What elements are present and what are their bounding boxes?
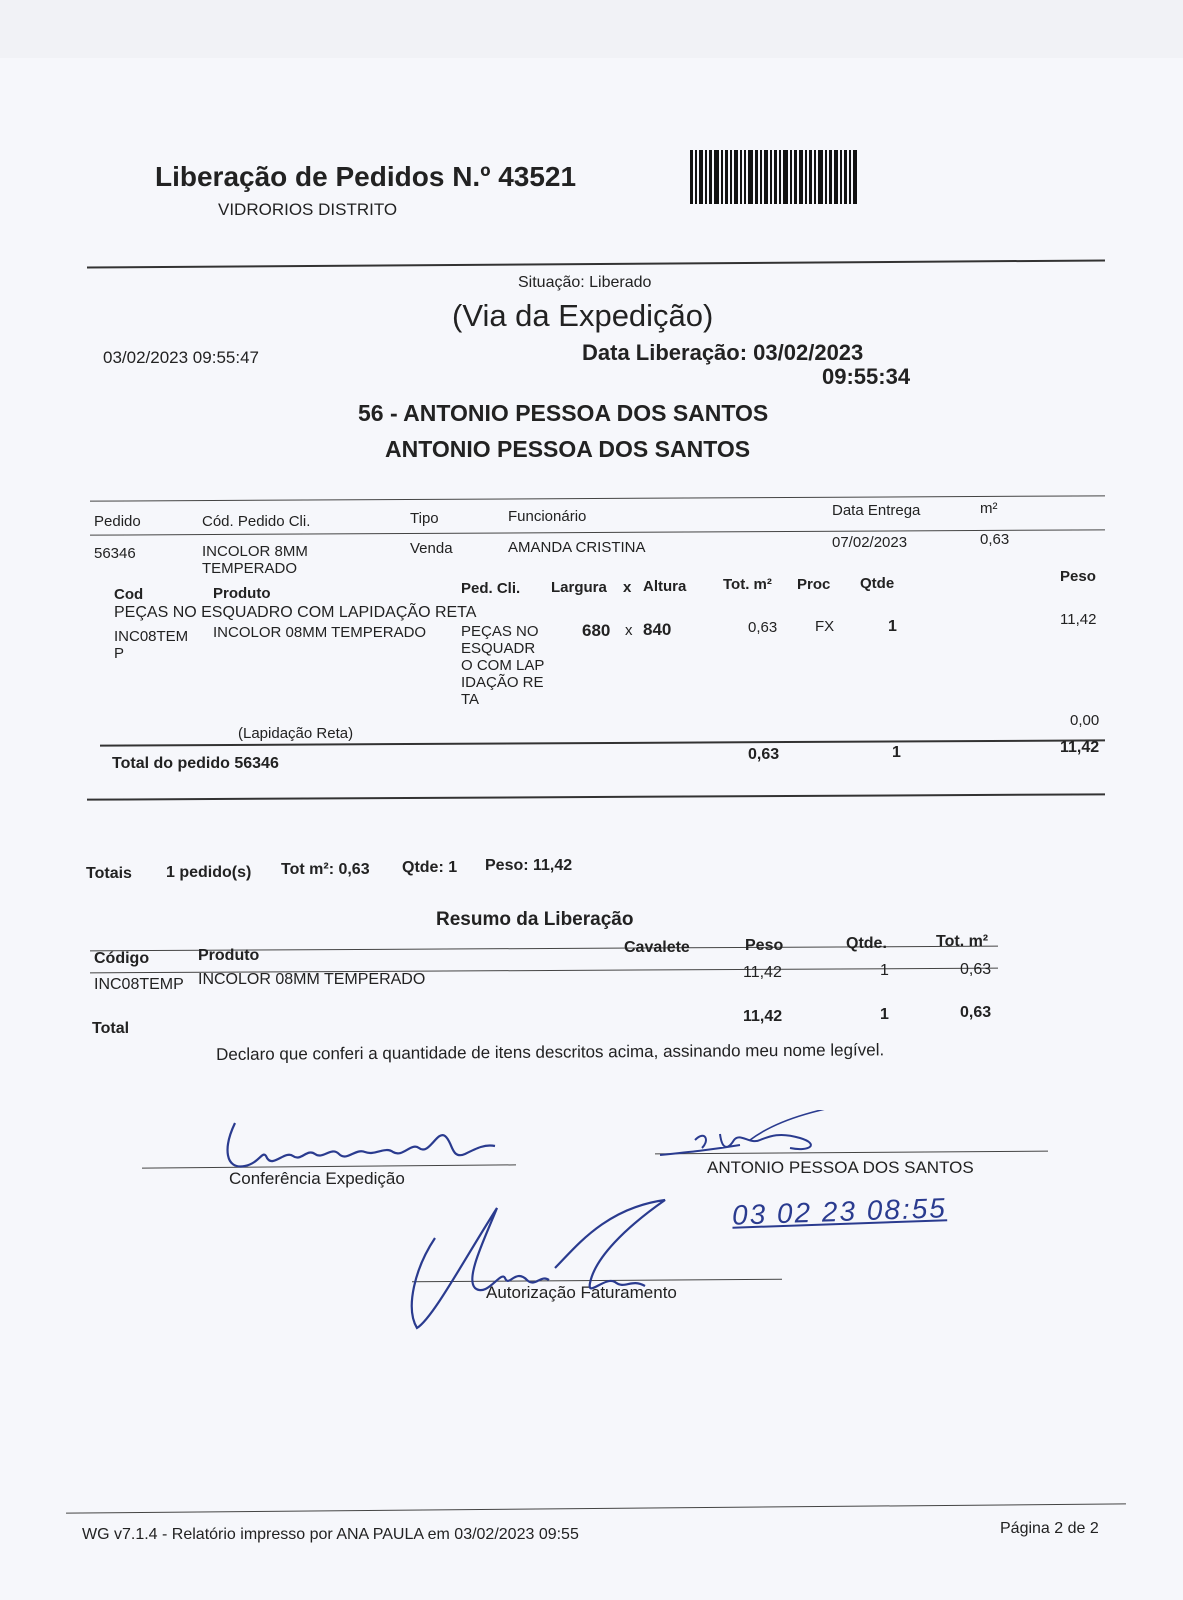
item-weight: 11,42	[1060, 611, 1097, 628]
release-time: 09:55:34	[822, 364, 911, 389]
autorizacao-label: Autorização Faturamento	[486, 1283, 677, 1302]
order-number: 56346	[94, 545, 136, 562]
summary-total-label: Total	[92, 1020, 130, 1037]
company-name: VIDRORIOS DISTRITO	[218, 200, 398, 219]
col-tot-m2: Tot. m²	[723, 576, 772, 593]
col-produto: Produto	[213, 585, 271, 602]
order-delivery-date: 07/02/2023	[832, 534, 908, 551]
sub-item-lapidacao: (Lapidação Reta)	[238, 725, 354, 742]
conferencia-label: Conferência Expedição	[229, 1169, 405, 1188]
footer-printed-by: WG v7.1.4 - Relatório impresso por ANA PAULA em 03/02/2023 09:55	[82, 1526, 579, 1543]
summary-row-weight: 11,42	[743, 964, 782, 981]
summary-row-product: INCOLOR 08MM TEMPERADO	[198, 971, 426, 988]
col-cod-pedido-cli: Cód. Pedido Cli.	[202, 513, 311, 530]
barcode	[690, 150, 870, 204]
handwritten-date: 03 02 23 08:55	[731, 1192, 948, 1231]
document-page	[0, 58, 1183, 1600]
summary-col-tot-m2: Tot. m²	[936, 933, 989, 950]
summary-col-cavalete: Cavalete	[624, 939, 690, 956]
order-employee: AMANDA CRISTINA	[508, 539, 646, 556]
footer-line	[66, 1503, 1126, 1513]
order-table-top-line	[90, 495, 1105, 501]
conferencia-signature	[215, 1108, 505, 1178]
summary-total-weight: 11,42	[743, 1008, 783, 1025]
col-altura: Altura	[643, 578, 687, 595]
item-group-title: PEÇAS NO ESQUADRO COM LAPIDAÇÃO RETA	[114, 604, 477, 621]
item-product: INCOLOR 08MM TEMPERADO	[213, 624, 427, 641]
order-total-label: Total do pedido 56346	[112, 755, 279, 772]
col-data-entrega: Data Entrega	[832, 502, 921, 519]
item-width: 680	[582, 621, 611, 640]
summary-row-qtde: 1	[880, 962, 889, 979]
order-table-header-line	[90, 529, 1105, 535]
declaration-text: Declaro que conferi a quantidade de itens descritos acima, assinando meu nome legível.	[216, 1040, 885, 1064]
col-tipo: Tipo	[410, 510, 439, 527]
section-divider	[87, 793, 1105, 800]
summary-col-produto: Produto	[198, 947, 260, 964]
item-tot-m2: 0,63	[748, 619, 778, 636]
summary-total-m2: 0,63	[960, 1004, 992, 1021]
summary-col-codigo: Código	[94, 950, 150, 967]
col-ped-cli: Ped. Cli.	[461, 580, 521, 597]
situation-status: Situação: Liberado	[518, 274, 652, 291]
header-divider	[87, 259, 1105, 268]
order-client-code: INCOLOR 8MM TEMPERADO	[202, 543, 308, 577]
item-qtde: 1	[888, 618, 897, 635]
summary-total-qtde: 1	[880, 1006, 889, 1023]
client-name-secondary: ANTONIO PESSOA DOS SANTOS	[385, 436, 751, 462]
release-date: Data Liberação: 03/02/2023	[582, 340, 864, 365]
document-title: Liberação de Pedidos N.º 43521	[155, 161, 577, 192]
order-m2: 0,63	[980, 531, 1010, 548]
item-code: INC08TEMP	[114, 628, 189, 662]
sub-item-weight: 0,00	[1070, 712, 1100, 729]
totals-weight: Peso: 11,42	[485, 857, 573, 874]
col-qtde: Qtde	[860, 575, 895, 592]
footer-page-number: Página 2 de 2	[1000, 1520, 1099, 1537]
col-cod: Cod	[114, 586, 144, 603]
totals-m2: Tot m²: 0,63	[281, 861, 370, 878]
order-total-m2: 0,63	[748, 746, 780, 763]
summary-col-qtde: Qtde.	[846, 935, 887, 952]
print-datetime: 03/02/2023 09:55:47	[103, 348, 259, 367]
totals-qtde: Qtde: 1	[402, 859, 458, 876]
order-total-weight: 11,42	[1060, 739, 1100, 756]
item-height: 840	[643, 620, 672, 639]
autorizacao-signature	[405, 1198, 695, 1338]
col-m2: m²	[980, 500, 998, 517]
col-largura: Largura	[551, 579, 607, 596]
summary-row-m2: 0,63	[960, 961, 992, 978]
summary-row-code: INC08TEMP	[94, 976, 184, 993]
client-signature-label: ANTONIO PESSOA DOS SANTOS	[707, 1158, 974, 1177]
summary-col-peso: Peso	[745, 937, 784, 954]
summary-title: Resumo da Liberação	[436, 909, 634, 930]
totals-pedidos: 1 pedido(s)	[166, 864, 252, 881]
client-name: 56 - ANTONIO PESSOA DOS SANTOS	[358, 400, 769, 426]
col-x: x	[623, 579, 632, 596]
col-peso: Peso	[1060, 568, 1096, 585]
order-type: Venda	[410, 540, 453, 557]
item-x: x	[625, 622, 633, 639]
client-signature	[650, 1110, 940, 1170]
item-proc: FX	[815, 618, 835, 635]
via-expedicao: (Via da Expedição)	[452, 298, 714, 333]
item-ped-cli: PEÇAS NO ESQUADRO COM LAPIDAÇÃO RETA	[461, 623, 545, 708]
col-funcionario: Funcionário	[508, 508, 587, 525]
col-proc: Proc	[797, 576, 831, 593]
col-pedido: Pedido	[94, 513, 141, 530]
totals-label: Totais	[86, 865, 132, 882]
order-total-qtde: 1	[892, 744, 901, 761]
